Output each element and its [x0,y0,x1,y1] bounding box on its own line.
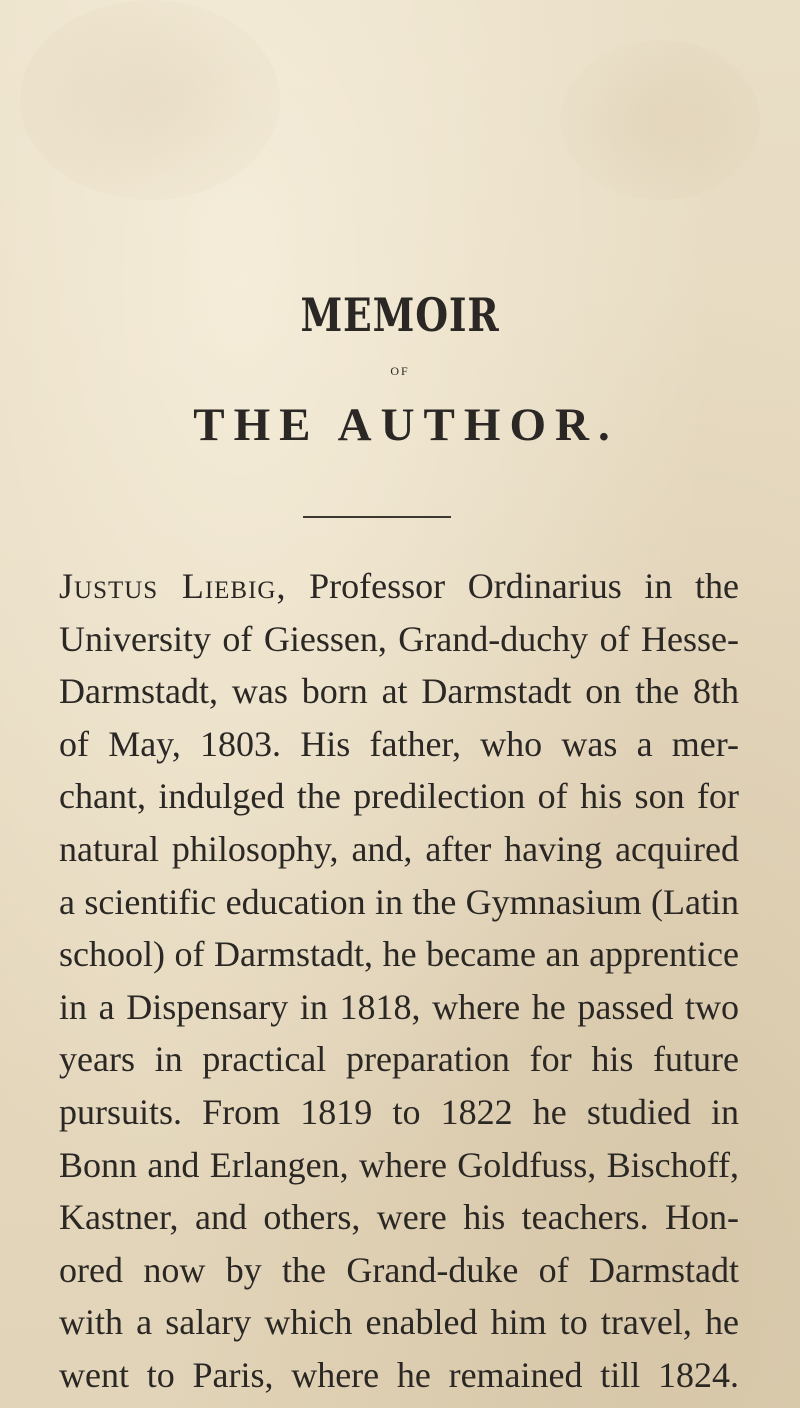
text-line: Kastner, and others, were his teachers. Hon- [59,1197,739,1238]
text-line: Darmstadt, was born at Darmstadt on the 8th [59,671,739,712]
section-rule [303,516,451,518]
paper-stain [560,40,760,200]
paper-stain [20,0,280,200]
text-line: University of Giessen, Grand-duchy of Hesse- [59,618,739,659]
text-line: years in practical preparation for his future [59,1039,739,1080]
text-line: Bonn and Erlangen, where Goldfuss, Bischoff, [59,1144,739,1185]
text-line: of May, 1803. His father, who was a mer- [59,723,739,764]
author-name: Justus Liebig, [59,566,287,606]
text-line-content: Professor Ordinarius in the [309,566,740,606]
text-line: with a salary which enabled him to travel, he [59,1302,739,1343]
text-line: pursuits. From 1819 to 1822 he studied in [59,1091,739,1132]
text-line: went to Paris, where he remained till 1824. [59,1354,739,1395]
text-line: ored now by the Grand-duke of Darmstadt [59,1249,739,1290]
text-line: in a Dispensary in 1818, where he passed two [59,986,739,1027]
text-line: chant, indulged the predilection of his son for [59,776,739,817]
text-line: a scientific education in the Gymnasium (Latin [59,881,739,922]
heading-the-author: THE AUTHOR. [193,399,619,451]
memoir-paragraph [59,560,739,1402]
text-line: natural philosophy, and, after having acquired [59,828,739,869]
heading-memoir: MEMOIR [300,288,500,342]
heading-of: OF [390,364,410,378]
text-line: school) of Darmstadt, he became an apprentice [59,934,739,975]
text-line [59,560,739,613]
